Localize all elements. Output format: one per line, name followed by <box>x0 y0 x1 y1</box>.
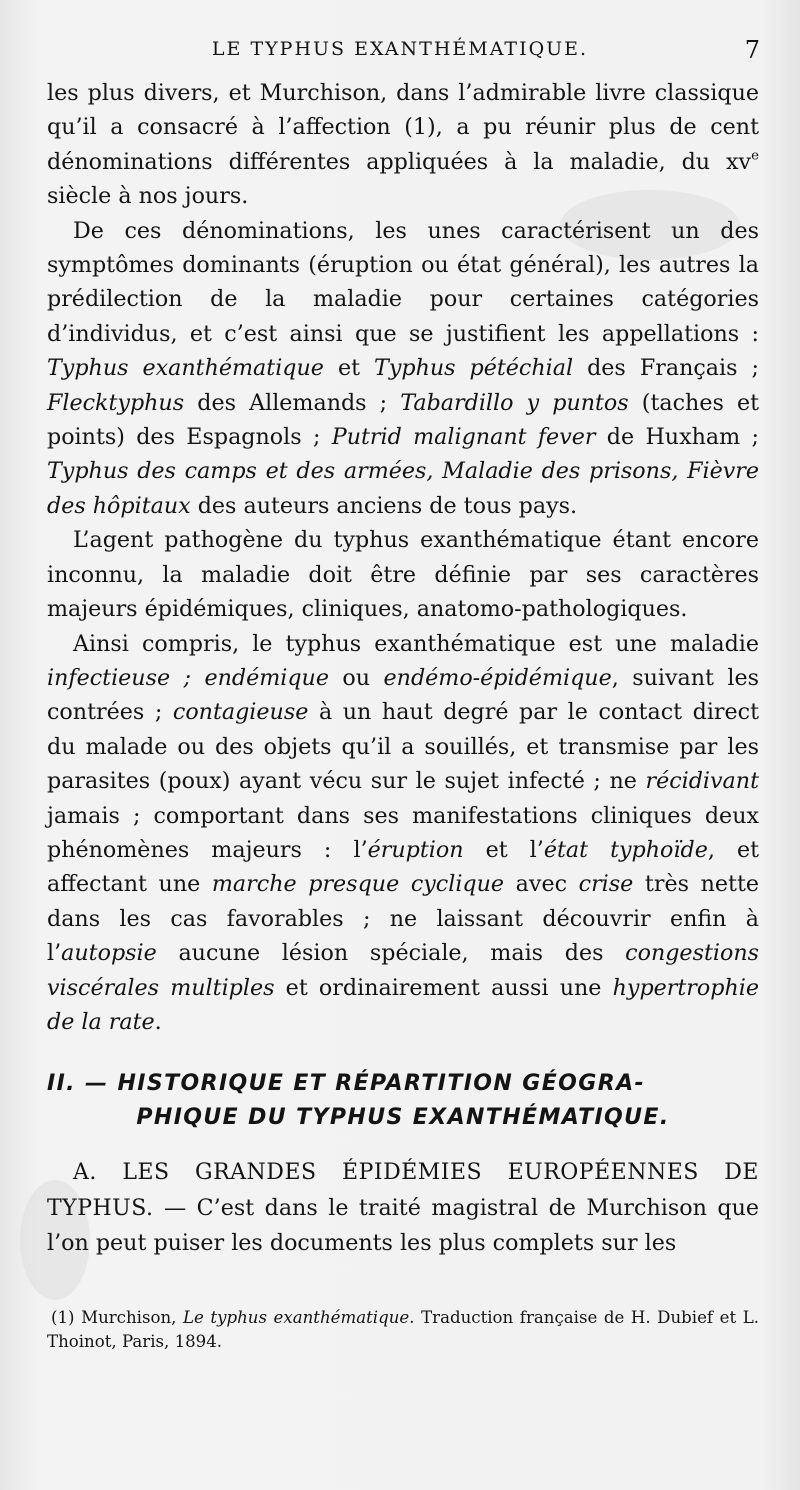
text-run: et ordinairement aussi une <box>274 974 613 1001</box>
section-heading <box>47 1067 759 1135</box>
italic-term: crise <box>578 871 634 898</box>
text-run: des Français ; <box>573 355 759 382</box>
section-heading-line: II. — HISTORIQUE ET RÉPARTITION GÉOGRA- <box>47 1071 646 1097</box>
text-run: et l’ <box>463 836 544 863</box>
paragraph <box>47 627 759 1040</box>
italic-term: Le typhus exanthématique <box>183 1308 410 1327</box>
text-run: . Traduction française de H. Dubief et L. Thoinot, Paris, 1894. <box>47 1308 759 1351</box>
italic-term: état typhoïde <box>543 836 708 863</box>
italic-term: Tabardillo y puntos <box>400 389 629 416</box>
italic-term: contagieuse <box>172 699 309 726</box>
italic-term: infectieuse ; endémique <box>47 664 329 691</box>
italic-term: Flecktyphus <box>47 389 185 416</box>
superscript: e <box>751 148 759 164</box>
running-title: LE TYPHUS EXANTHÉMATIQUE. <box>211 38 589 60</box>
text-run: aucune lésion spéciale, mais des <box>156 940 626 967</box>
text-run: et <box>323 355 375 382</box>
text-run: , suivant les contrées ; <box>47 664 759 726</box>
italic-term: Typhus exanthématique <box>47 355 324 382</box>
italic-term: congestions viscérales multiples <box>47 940 759 1001</box>
italic-term: récidivant <box>645 768 759 795</box>
subsection-title: A. LES GRANDES ÉPIDÉMIES EUROPÉENNES DE TYPHUS. <box>47 1160 759 1221</box>
text-run: , et affectant une <box>47 836 759 898</box>
text-run: de Huxham ; <box>595 424 759 451</box>
text-run: (1) Murchison, <box>51 1308 184 1327</box>
text-run: . <box>154 1008 162 1035</box>
page-header <box>0 36 800 66</box>
italic-term: hypertrophie de la rate <box>47 974 759 1035</box>
text-run: très nette dans les cas favorables ; ne laissant découvrir enfin à l’ <box>47 871 759 967</box>
italic-term: Typhus des camps et des armées, Maladie des prisons, Fièvre des hôpitaux <box>47 458 759 519</box>
footnote-text <box>47 1306 759 1354</box>
italic-term: endémo-épidémique <box>383 664 612 691</box>
italic-term: Typhus pétéchial <box>374 355 574 382</box>
text-run: De ces dénominations, les unes caractérisent un des symptômes dominants (éruption ou état général), les autres la prédilection de la maladie pour certaines catégories d’individus, et c’est ainsi que se justifient les appellations : <box>47 217 759 347</box>
text-run: Ainsi compris, le typhus exanthématique est une maladie <box>73 630 759 657</box>
paragraph <box>47 214 759 524</box>
italic-term: éruption <box>367 836 464 863</box>
italic-term: marche presque cyclique <box>211 871 505 898</box>
text-run: ou <box>328 664 384 691</box>
italic-term: autopsie <box>61 940 157 967</box>
paragraph: L’agent pathogène du typhus exanthématique étant encore inconnu, la maladie doit être définie par ses caractères majeurs épidémiques, cliniques, anatomo-pathologiques. <box>47 527 759 623</box>
text-run: avec <box>504 871 579 898</box>
italic-term: Putrid malignant fever <box>331 424 596 451</box>
footnote <box>47 1306 759 1354</box>
text-run: à un haut degré par le contact direct du malade ou des objets qu’il a souillés, et transmise par les parasites (poux) ayant vécu sur le sujet infecté ; ne <box>47 699 760 795</box>
body-text <box>47 76 759 1261</box>
section-heading-line: PHIQUE DU TYPHUS EXANTHÉMATIQUE. <box>136 1105 670 1131</box>
paragraph <box>47 76 759 214</box>
text-run: les plus divers, et Murchison, dans l’admirable livre classique qu’il a consacré à l’affection (1), a pu réunir plus de cent dénominations différentes appliquées à la maladie, du <box>47 80 759 175</box>
text-run: des auteurs anciens de tous pays. <box>190 492 578 519</box>
text-run: des Allemands ; <box>184 389 401 416</box>
page-number: 7 <box>744 36 760 64</box>
text-run: siècle à nos jours. <box>47 183 249 210</box>
century-numeral: xv <box>726 148 752 175</box>
text-run: jamais ; comportant dans ses manifestations cliniques deux phénomènes majeurs : l’ <box>47 802 759 863</box>
text-run: (taches et points) des Espagnols ; <box>47 389 759 451</box>
subsection-paragraph <box>47 1155 759 1260</box>
text-run: — C’est dans le traité magistral de Murchison que l’on peut puiser les documents les plus complets sur les <box>47 1194 759 1257</box>
